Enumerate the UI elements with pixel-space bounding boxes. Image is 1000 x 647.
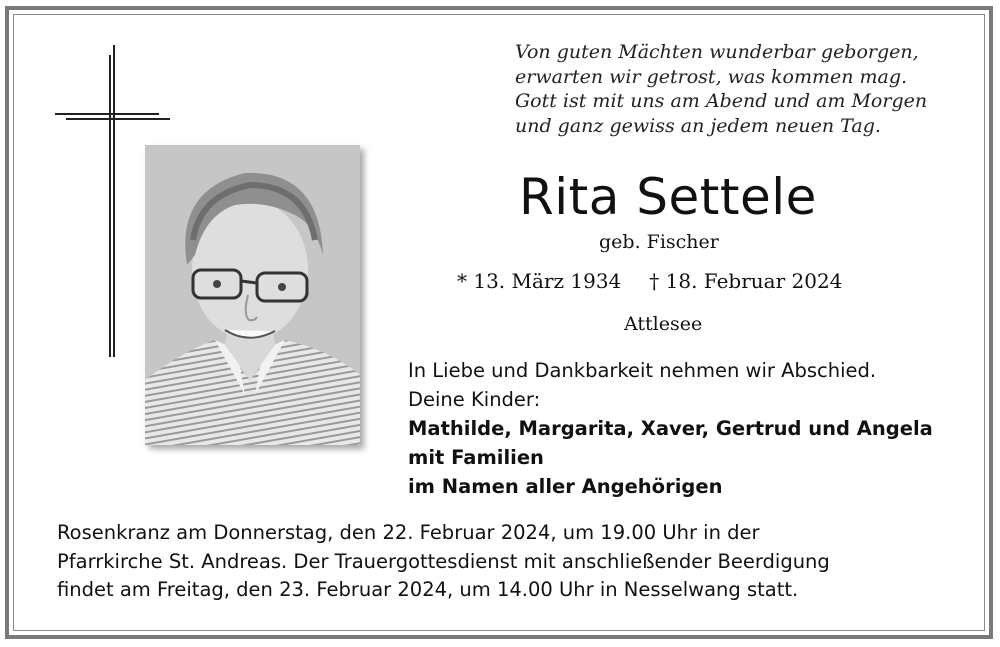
with-families: mit Familien <box>408 446 544 469</box>
place: Attlesee <box>624 313 703 335</box>
poem <box>515 40 975 138</box>
portrait-photo <box>145 145 360 445</box>
service-line: Rosenkranz am Donnerstag, den 22. Februar 2024, um 19.00 Uhr in der <box>57 521 760 544</box>
cross-vertical-line <box>113 45 115 357</box>
poem-line: und ganz gewiss an jedem neuen Tag. <box>515 114 881 137</box>
service-line: Pfarrkirche St. Andreas. Der Trauergottesdienst mit anschließender Beerdigung <box>57 549 830 573</box>
maiden-name: geb. Fischer <box>599 231 719 253</box>
poem-line: erwarten wir getrost, was kommen mag. <box>515 65 908 88</box>
poem-line: Von guten Mächten wunderbar geborgen, <box>515 41 919 63</box>
cross-vertical-line <box>109 55 111 357</box>
life-dates <box>457 269 842 293</box>
death-date: † 18. Februar 2024 <box>649 269 843 293</box>
on-behalf: im Namen aller Angehörigen <box>408 475 723 498</box>
birth-date: * 13. März 1934 <box>457 269 622 293</box>
children-names: Mathilde, Margarita, Xaver, Gertrud und Angela <box>408 417 933 440</box>
children-label: Deine Kinder: <box>408 388 541 411</box>
service-line: findet am Freitag, den 23. Februar 2024, um 14.00 Uhr in Nesselwang statt. <box>57 578 799 601</box>
portrait-illustration <box>145 145 360 445</box>
poem-line: Gott ist mit uns am Abend und am Morgen <box>515 90 928 112</box>
farewell-text: In Liebe und Dankbarkeit nehmen wir Abschied. <box>408 359 877 382</box>
family-block <box>408 356 968 501</box>
cross-horizontal-line <box>55 113 159 115</box>
deceased-name: Rita Settele <box>519 168 817 226</box>
service-info <box>57 519 977 605</box>
cross-horizontal-line <box>66 118 170 120</box>
